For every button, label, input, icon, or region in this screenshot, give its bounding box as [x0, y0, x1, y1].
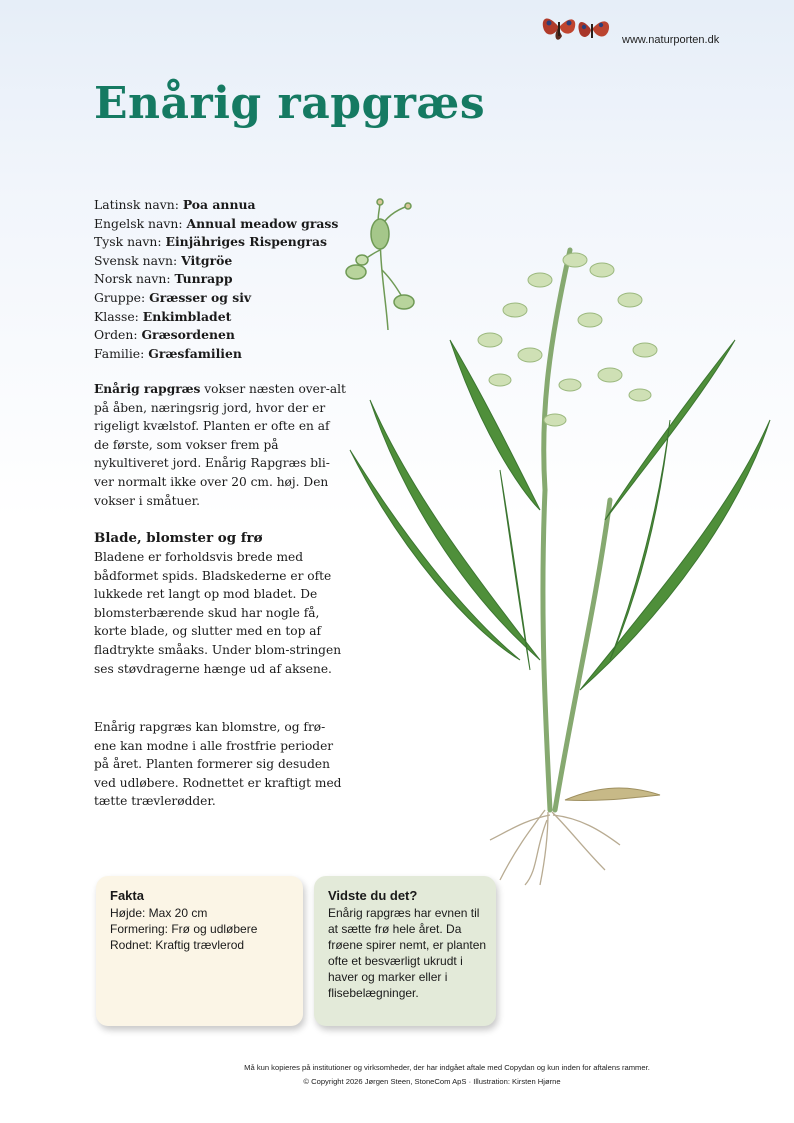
footer-copyright: © Copyright 2026 Jørgen Steen, StoneCom ApS · Illustration: Kirsten Hjørne — [303, 1077, 561, 1086]
name-label: Familie: — [94, 345, 149, 361]
name-row-family — [94, 345, 338, 364]
name-label: Latinsk navn: — [94, 197, 183, 212]
fakta-line: Rodnet: Kraftig trævlerod — [110, 938, 245, 952]
names-list — [94, 196, 338, 363]
name-value: Tunrapp — [174, 271, 233, 287]
did-you-know-box — [314, 876, 496, 1026]
intro-paragraph — [94, 380, 346, 510]
reproduction-paragraph: Enårig rapgræs kan blomstre, og frø-ene kan modne i alle frostfrie perioder på året. Planten formerer sig desuden ved udløbere. Rodnettet er kraftigt med tætte trævlerødder. — [94, 720, 342, 809]
name-value: Annual meadow grass — [186, 215, 339, 231]
grass-plant-illustration — [340, 190, 790, 890]
name-row-latin — [94, 196, 338, 215]
intro-lead: Enårig rapgræs — [94, 382, 201, 396]
fakta-title: Fakta — [110, 888, 144, 903]
name-row-order — [94, 326, 338, 345]
name-value: Enkimbladet — [142, 308, 232, 324]
fakta-line: Formering: Frø og udløbere — [110, 922, 258, 936]
name-label: Norsk navn: — [94, 271, 175, 287]
name-row-group — [94, 289, 338, 308]
fakta-line: Højde: Max 20 cm — [110, 906, 208, 920]
name-value: Græsordenen — [141, 327, 235, 343]
butterflies-logo — [538, 8, 618, 48]
did-you-know-text: Enårig rapgræs har evnen til at sætte frø hele året. Da frøene spirer nemt, er planten ofte et besværligt ukrudt i haver og marker eller i flisebelægninger. — [328, 906, 487, 1000]
name-label: Svensk navn: — [94, 252, 182, 268]
name-row-swedish — [94, 252, 338, 271]
name-value: Græsser og siv — [149, 289, 252, 305]
name-value: Poa annua — [182, 197, 256, 212]
section-paragraph: Bladene er forholdsvis brede med bådformet spids. Bladskederne er ofte lukkede ret langt op mod bladet. De blomsterbærende skud har nogle få, korte blade, og slutter med en top af fladtrykte småaks. Under blom-stringen ses støvdragerne hænge ud af aksene. — [94, 550, 342, 676]
name-label: Tysk navn: — [94, 234, 166, 250]
footer-copy-notice: Må kun kopieres på institutioner og virksomheder, der har indgået aftale med Copydan og kun inden for aftalens rammer. — [244, 1063, 650, 1072]
page-title: Enårig rapgræs — [94, 78, 486, 129]
fakta-box — [96, 876, 303, 1026]
name-value: Græsfamilien — [148, 345, 242, 361]
name-label: Gruppe: — [94, 289, 150, 305]
site-url: www.naturporten.dk — [622, 34, 720, 46]
name-label: Engelsk navn: — [94, 215, 187, 231]
name-row-german — [94, 233, 338, 252]
footer — [0, 1061, 794, 1089]
name-value: Vitgröe — [181, 252, 233, 268]
name-label: Orden: — [94, 327, 142, 343]
name-row-english — [94, 215, 338, 234]
name-value: Einjähriges Rispengras — [165, 234, 328, 250]
section-heading: Blade, blomster og frø — [94, 530, 263, 546]
name-row-class — [94, 308, 338, 327]
intro-text: vokser næsten over-alt på åben, næringsrig jord, hvor der er rigeligt kvælstof. Planten er ofte en af de første, som vokser frem på nykultiveret jord. Enårig Rapgræs bli-ver normalt ikke over 20 cm. høj. Den vokser i småtuer. — [94, 382, 346, 508]
did-you-know-title: Vidste du det? — [328, 888, 418, 903]
name-label: Klasse: — [94, 308, 143, 324]
spikelet-detail-illustration — [346, 199, 414, 330]
name-row-norwegian — [94, 270, 338, 289]
